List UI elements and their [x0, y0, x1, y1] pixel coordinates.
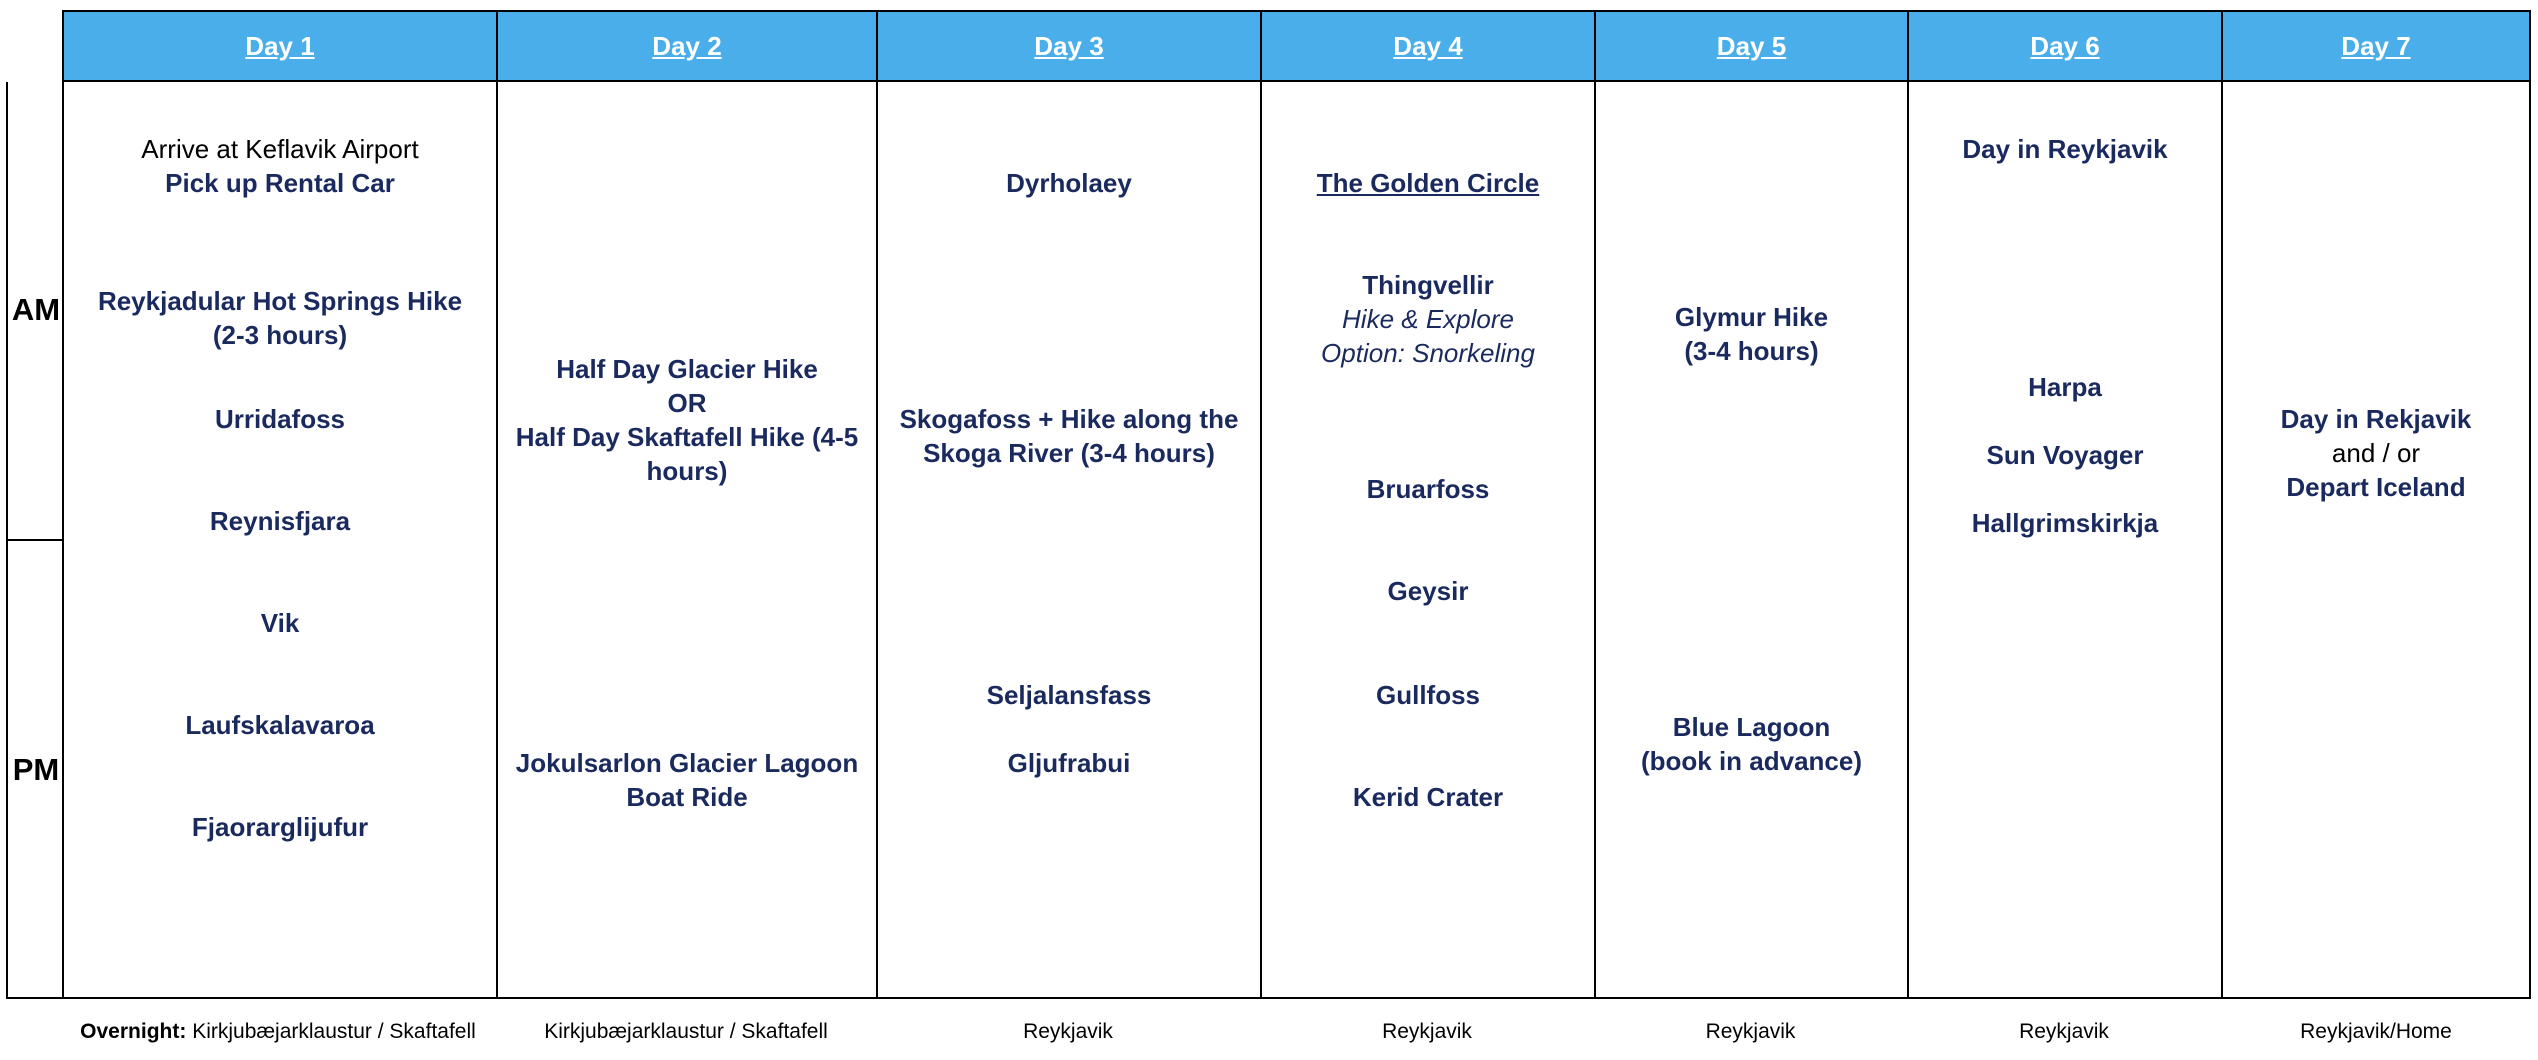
snorkeling-option: Option: Snorkeling — [1321, 338, 1535, 368]
skoga-river-duration: Skoga River (3-4 hours) — [923, 438, 1215, 468]
skaftafell-hike: Half Day Skaftafell Hike (4-5 — [515, 422, 859, 452]
activity-harpa: Harpa — [2028, 372, 2102, 402]
day-1-header[interactable]: Day 1 — [245, 30, 315, 61]
day-7-header[interactable]: Day 7 — [2341, 30, 2411, 61]
overnight-day-2: Kirkjubæjarklaustur / Skaftafell — [544, 1020, 828, 1043]
activity-seljalansfass: Seljalansfass — [986, 680, 1152, 710]
pickup-rental-car: Pick up Rental Car — [165, 168, 395, 198]
activity-vik: Vik — [260, 608, 300, 638]
activity-hallgrimskirkja: Hallgrimskirkja — [1971, 508, 2159, 538]
blue-lagoon-note: (book in advance) — [1640, 746, 1863, 776]
hot-springs-hike-duration: (2-3 hours) — [212, 320, 348, 350]
activity-geysir: Geysir — [1387, 576, 1469, 606]
glacier-hike: Half Day Glacier Hike — [556, 354, 818, 384]
activity-bruarfoss: Bruarfoss — [1366, 474, 1490, 504]
day-7-column — [2223, 82, 2529, 997]
day-4-header[interactable]: Day 4 — [1393, 30, 1463, 61]
day-3-column — [878, 82, 1260, 997]
overnight-day-6: Reykjavik — [2019, 1020, 2109, 1043]
depart-iceland: Depart Iceland — [2286, 472, 2466, 502]
day-4-column — [1262, 82, 1594, 997]
activity-laufskalavaroa: Laufskalavaroa — [185, 710, 375, 740]
day-6-header[interactable]: Day 6 — [2030, 30, 2100, 61]
day-header-row — [62, 10, 2531, 82]
glymur-hike: Glymur Hike — [1674, 302, 1829, 332]
day-in-reykjavik: Day in Reykjavik — [1962, 134, 2168, 164]
blue-lagoon: Blue Lagoon — [1672, 712, 1831, 742]
activity-kerid-crater: Kerid Crater — [1352, 782, 1504, 812]
hot-springs-hike: Reykjadular Hot Springs Hike — [97, 286, 463, 316]
overnight-day-1 — [62, 1020, 494, 1044]
activity-reynisfjara: Reynisfjara — [209, 506, 351, 536]
activity-gullfoss: Gullfoss — [1375, 680, 1480, 710]
overnight-row — [0, 1020, 2538, 1054]
overnight-day-7: Reykjavik/Home — [2300, 1020, 2452, 1043]
activity-thingvellir: Thingvellir — [1362, 270, 1494, 300]
activity-urridafoss: Urridafoss — [214, 404, 346, 434]
overnight-label: Overnight: — [80, 1020, 187, 1043]
day-5-column — [1596, 82, 1907, 997]
day-3-header[interactable]: Day 3 — [1034, 30, 1104, 61]
overnight-day-5: Reykjavik — [1705, 1020, 1796, 1043]
activity-gljufrabui: Gljufrabui — [1007, 748, 1131, 778]
day-in-rekjavik: Day in Rekjavik — [2280, 404, 2472, 434]
pm-label: PM — [12, 752, 60, 787]
am-pm-separator — [8, 539, 64, 541]
day-2-header[interactable]: Day 2 — [652, 30, 722, 61]
skogafoss-hike: Skogafoss + Hike along the — [899, 404, 1239, 434]
am-label: AM — [11, 292, 61, 327]
arrive-text: Arrive at Keflavik Airport — [141, 134, 419, 164]
overnight-day-3: Reykjavik — [1023, 1020, 1113, 1043]
day-1-column — [64, 82, 496, 997]
day-6-column — [1909, 82, 2221, 997]
activity-dyrholaey: Dyrholaey — [1006, 168, 1132, 198]
golden-circle-link[interactable]: The Golden Circle — [1316, 168, 1540, 198]
overnight-day-4: Reykjavik — [1382, 1020, 1472, 1043]
day-2-column — [498, 82, 876, 997]
activity-fjaorarglijufur: Fjaorarglijufur — [191, 812, 369, 842]
glymur-hike-duration: (3-4 hours) — [1684, 336, 1819, 366]
overnight-value: Kirkjubæjarklaustur / Skaftafell — [192, 1020, 476, 1043]
and-or-text: and / or — [2331, 438, 2421, 468]
activity-sun-voyager: Sun Voyager — [1986, 440, 2144, 470]
itinerary-grid — [6, 82, 2531, 999]
jokulsarlon-boat-ride: Boat Ride — [626, 782, 748, 812]
day-5-header[interactable]: Day 5 — [1716, 30, 1787, 61]
skaftafell-hike-duration: hours) — [646, 456, 728, 486]
hike-explore-text: Hike & Explore — [1342, 304, 1514, 334]
jokulsarlon-lagoon: Jokulsarlon Glacier Lagoon — [515, 748, 859, 778]
or-text: OR — [667, 388, 707, 418]
